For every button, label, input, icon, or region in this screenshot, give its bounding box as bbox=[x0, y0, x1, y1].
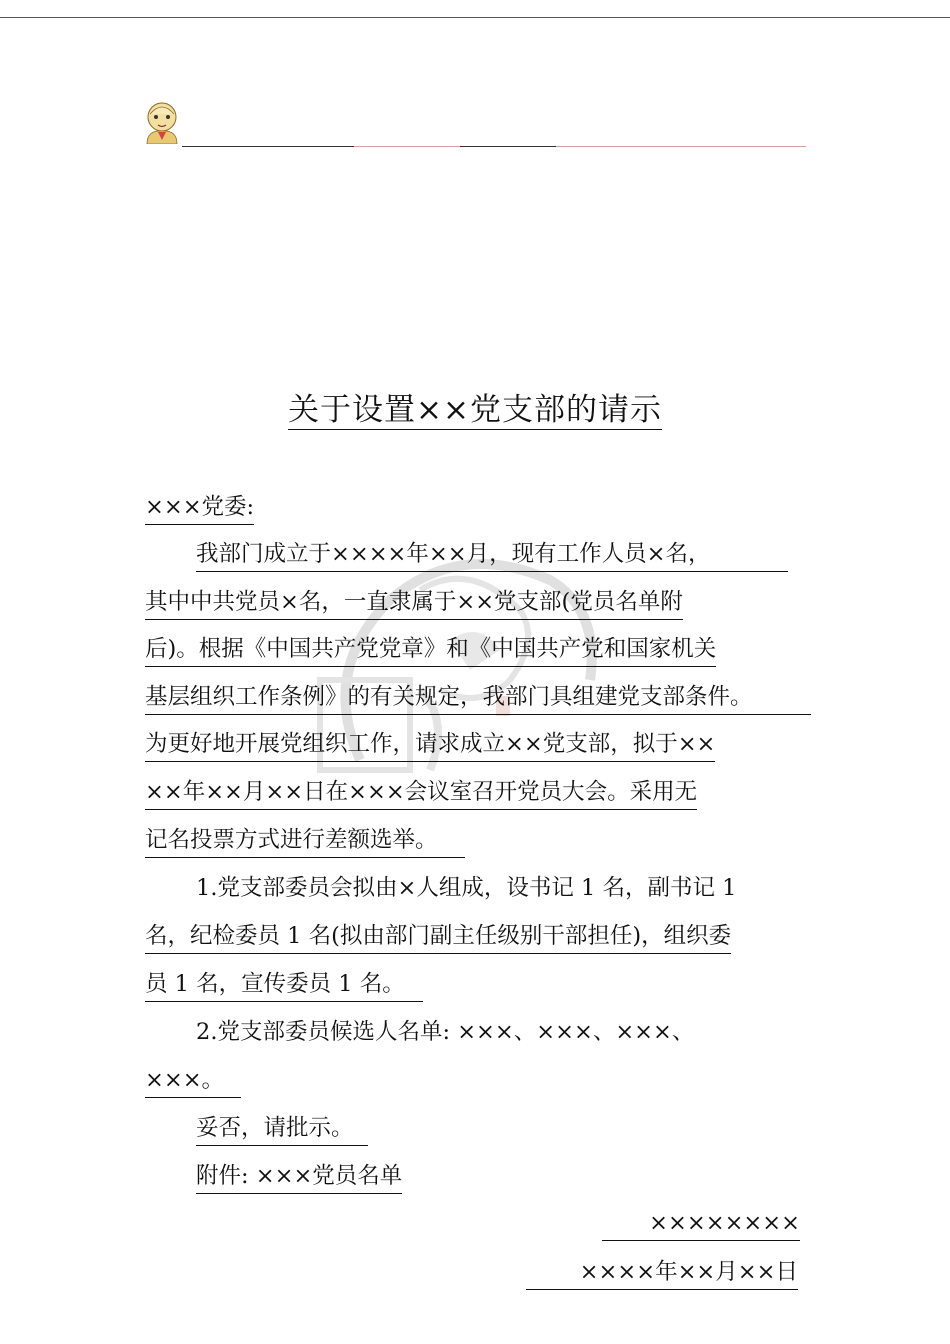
signature: ×××××××× bbox=[602, 1208, 800, 1241]
body-line: ××年××月××日在×××会议室召开党员大会。采用无 bbox=[145, 777, 697, 810]
body-line: 为更好地开展党组织工作，请求成立××党支部，拟于×× bbox=[145, 729, 715, 762]
body-line: 员 1 名，宣传委员 1 名。 bbox=[145, 969, 423, 1002]
header-rule-segment bbox=[354, 146, 460, 147]
header-rule-segment bbox=[182, 146, 354, 147]
body-line: 其中中共党员×名，一直隶属于××党支部(党员名单附 bbox=[145, 587, 683, 620]
body-line: 1.党支部委员会拟由×人组成，设书记 1 名，副书记 1 bbox=[196, 875, 737, 901]
header-rule-segment bbox=[556, 146, 806, 147]
document-date: ××××年××月××日 bbox=[526, 1257, 798, 1290]
body-line: 基层组织工作条例》的有关规定，我部门具组建党支部条件。 bbox=[145, 682, 811, 715]
body-line: 记名投票方式进行差额选举。 bbox=[145, 825, 465, 858]
attachment-line: 附件: ×××党员名单 bbox=[196, 1161, 402, 1194]
body-line: ×××。 bbox=[145, 1065, 241, 1098]
body-line: 2.党支部委员候选人名单: ×××、×××、×××、 bbox=[196, 1019, 695, 1045]
body-line: 我部门成立于××××年××月，现有工作人员×名， bbox=[196, 539, 788, 572]
body-line: 名，纪检委员 1 名(拟由部门副主任级别干部担任)，组织委 bbox=[145, 921, 731, 954]
header-rule-segment bbox=[460, 146, 556, 147]
salutation: ×××党委: bbox=[145, 492, 254, 525]
cartoon-logo-icon bbox=[142, 100, 182, 144]
body-line: 后)。根据《中国共产党党章》和《中国共产党和国家机关 bbox=[145, 634, 716, 667]
body-line: 妥否，请批示。 bbox=[196, 1113, 368, 1146]
top-border-line bbox=[0, 17, 950, 18]
document-title: 关于设置××党支部的请示 bbox=[288, 392, 662, 428]
